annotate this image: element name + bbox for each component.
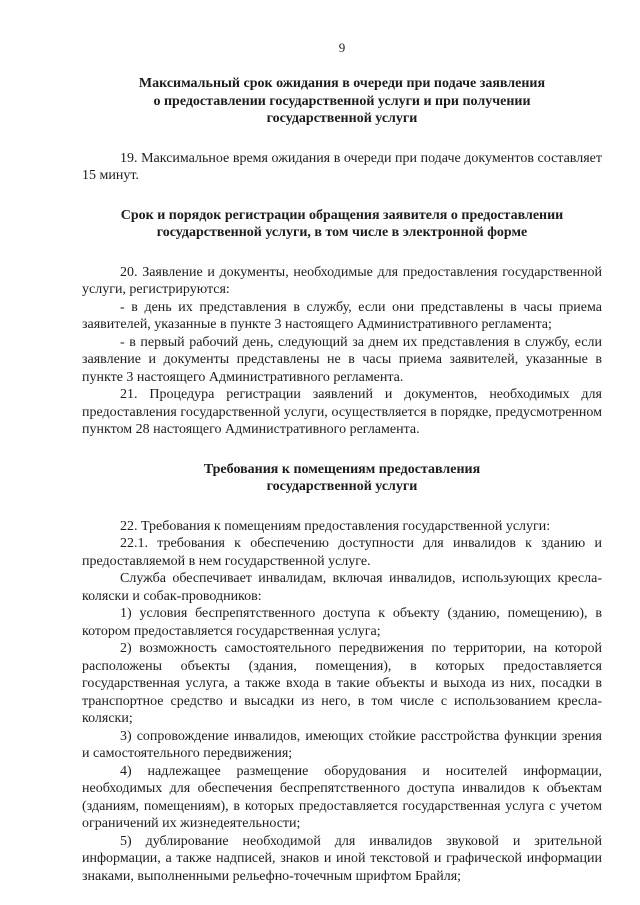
paragraph-19: 19. Максимальное время ожидания в очереди при подаче документов составляет 15 минут. — [82, 150, 602, 183]
section-premises-requirements — [82, 461, 602, 886]
list-item-3: 3) сопровождение инвалидов, имеющих стойкие расстройства функции зрения и самостоятельного передвижения; — [82, 728, 602, 761]
paragraph-service-provides: Служба обеспечивает инвалидам, включая инвалидов, использующих кресла-коляски и собак-проводников: — [82, 571, 602, 604]
list-item-4: 4) надлежащее размещение оборудования и носителей информации, необходимых для обеспечения беспрепятственного доступа инвалидов к объектам (зданиям, помещениям), в которых предоставляется государственная услуга с учетом ограничений их жизнедеятельности; — [82, 763, 602, 831]
heading-line: государственной услуги — [266, 479, 418, 494]
list-item-1: 1) условия беспрепятственного доступа к объекту (зданию, помещению), в котором предоставляется государственная услуга; — [82, 606, 602, 639]
paragraph-20-item-1: - в день их представления в службу, если они представлены в часы приема заявителей, указанные в пункте 3 настоящего Административного регламента; — [82, 299, 602, 332]
heading-line: Срок и порядок регистрации обращения заявителя о предоставлении — [120, 207, 564, 223]
section-heading — [82, 75, 602, 128]
section-heading — [82, 461, 602, 496]
section-queue-waiting — [82, 75, 602, 185]
heading-line: Максимальный срок ожидания в очереди при подаче заявления — [138, 76, 546, 91]
page-number: 9 — [338, 40, 346, 55]
section-heading — [82, 207, 602, 242]
heading-line: о предоставлении государственной услуги и при получении — [153, 93, 531, 109]
paragraph-20-item-2: - в первый рабочий день, следующий за днем их представления в службу, если заявление и документы представлены не в часы приема заявителей, указанные в пункте 3 настоящего Административного регламента. — [82, 334, 602, 385]
heading-line: государственной услуги, в том числе в электронной форме — [156, 225, 528, 240]
paragraph-22-1: 22.1. требования к обеспечению доступности для инвалидов к зданию и предоставляемой в нем государственной услуге. — [82, 536, 602, 569]
paragraph-22: 22. Требования к помещениям предоставления государственной услуги: — [120, 518, 551, 534]
list-item-2: 2) возможность самостоятельного передвижения по территории, на которой расположены объекты (здания, помещения), в которых предоставляется государственная услуга, а также входа в такие объекты и выхода из них, посадки в транспортное средство и высадки из него, в том числе с использованием кресла-коляски; — [82, 641, 602, 726]
heading-line: государственной услуги — [266, 111, 418, 126]
paragraph-21: 21. Процедура регистрации заявлений и документов, необходимых для предоставления государственной услуги, осуществляется в порядке, предусмотренном пунктом 28 настоящего Административного регламента. — [82, 387, 602, 437]
section-registration — [82, 207, 602, 439]
heading-line: Требования к помещениям предоставления — [203, 461, 481, 477]
list-item-5: 5) дублирование необходимой для инвалидов звуковой и зрительной информации, а также надписей, знаков и иной текстовой и графической информации знаками, выполненными рельефно-точечным шрифтом Брайля; — [82, 833, 602, 884]
paragraph-20: 20. Заявление и документы, необходимые для предоставления государственной услуги, регистрируются: — [82, 264, 602, 297]
